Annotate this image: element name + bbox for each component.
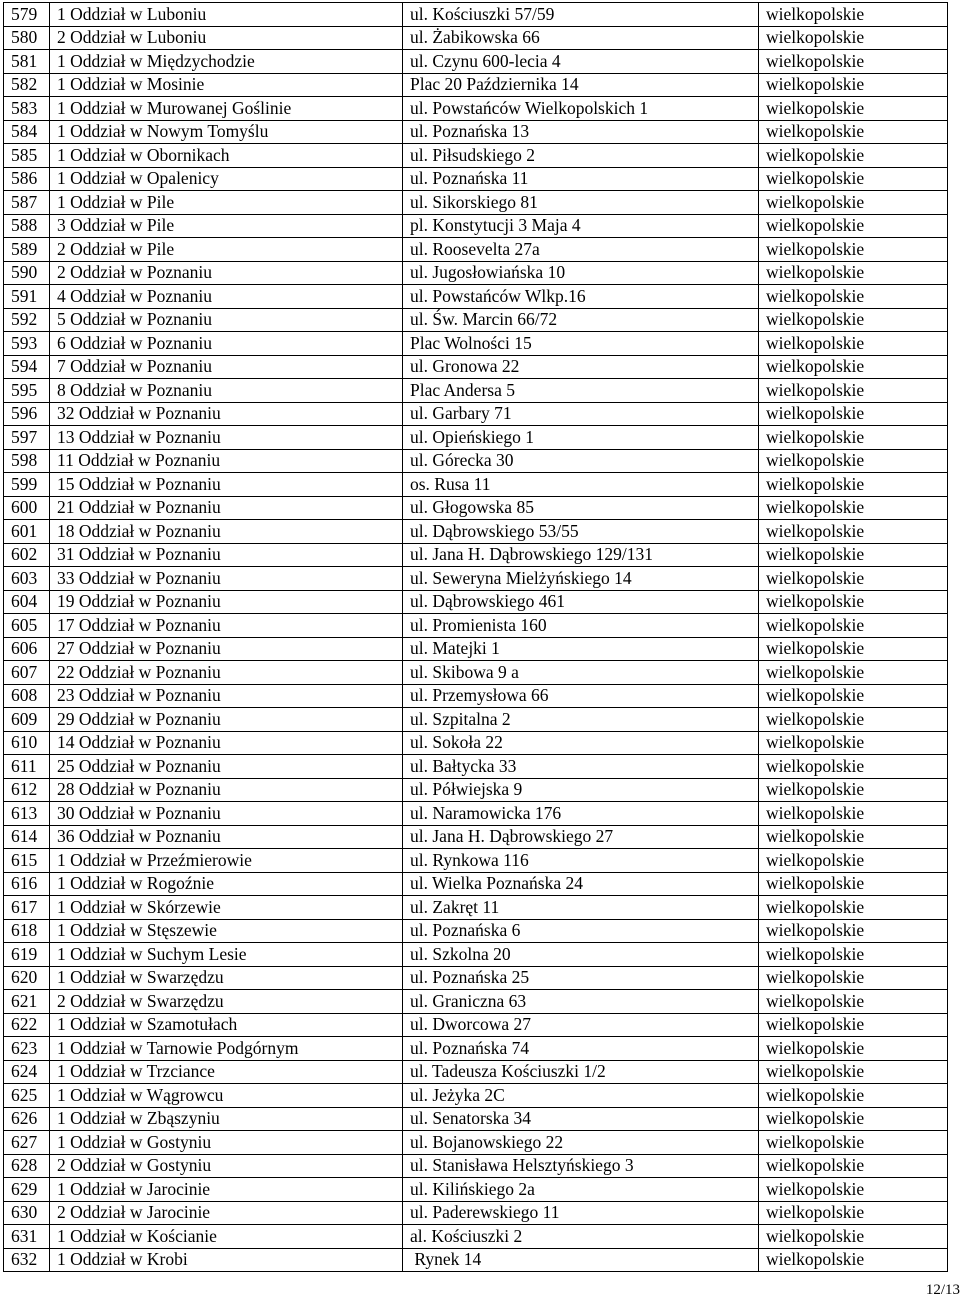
address-cell: ul. Naramowicka 176	[403, 802, 759, 826]
branch-table-body	[4, 3, 948, 1272]
row-number-cell: 608	[4, 684, 50, 708]
region-cell: wielkopolskie	[759, 778, 948, 802]
branch-name-cell: 1 Oddział w Międzychodzie	[50, 50, 403, 74]
row-number-cell: 628	[4, 1154, 50, 1178]
table-row	[4, 1013, 948, 1037]
branch-name-cell: 1 Oddział w Rogoźnie	[50, 872, 403, 896]
branch-name-cell: 1 Oddział w Mosinie	[50, 73, 403, 97]
address-cell: ul. Żabikowska 66	[403, 26, 759, 50]
branch-name-cell: 1 Oddział w Skórzewie	[50, 896, 403, 920]
table-row	[4, 590, 948, 614]
address-cell: ul. Rynkowa 116	[403, 849, 759, 873]
row-number-cell: 588	[4, 214, 50, 238]
row-number-cell: 607	[4, 661, 50, 685]
row-number-cell: 627	[4, 1131, 50, 1155]
address-cell: ul. Szkolna 20	[403, 943, 759, 967]
branch-name-cell: 1 Oddział w Pile	[50, 191, 403, 215]
address-cell: ul. Opieńskiego 1	[403, 426, 759, 450]
region-cell: wielkopolskie	[759, 1037, 948, 1061]
region-cell: wielkopolskie	[759, 167, 948, 191]
branch-name-cell: 1 Oddział w Tarnowie Podgórnym	[50, 1037, 403, 1061]
table-row	[4, 73, 948, 97]
row-number-cell: 611	[4, 755, 50, 779]
branch-name-cell: 17 Oddział w Poznaniu	[50, 614, 403, 638]
region-cell: wielkopolskie	[759, 520, 948, 544]
region-cell: wielkopolskie	[759, 919, 948, 943]
address-cell: ul. Dworcowa 27	[403, 1013, 759, 1037]
row-number-cell: 631	[4, 1225, 50, 1249]
table-row	[4, 778, 948, 802]
branch-name-cell: 2 Oddział w Jarocinie	[50, 1201, 403, 1225]
table-row	[4, 97, 948, 121]
region-cell: wielkopolskie	[759, 120, 948, 144]
table-row	[4, 849, 948, 873]
address-cell: ul. Seweryna Mielżyńskiego 14	[403, 567, 759, 591]
branch-name-cell: 21 Oddział w Poznaniu	[50, 496, 403, 520]
table-row	[4, 1084, 948, 1108]
table-row	[4, 966, 948, 990]
branch-name-cell: 3 Oddział w Pile	[50, 214, 403, 238]
branch-name-cell: 1 Oddział w Suchym Lesie	[50, 943, 403, 967]
row-number-cell: 617	[4, 896, 50, 920]
region-cell: wielkopolskie	[759, 731, 948, 755]
row-number-cell: 598	[4, 449, 50, 473]
table-row	[4, 144, 948, 168]
branch-name-cell: 1 Oddział w Wągrowcu	[50, 1084, 403, 1108]
address-cell: ul. Garbary 71	[403, 402, 759, 426]
region-cell: wielkopolskie	[759, 97, 948, 121]
row-number-cell: 586	[4, 167, 50, 191]
region-cell: wielkopolskie	[759, 355, 948, 379]
region-cell: wielkopolskie	[759, 567, 948, 591]
table-row	[4, 50, 948, 74]
row-number-cell: 618	[4, 919, 50, 943]
branch-name-cell: 15 Oddział w Poznaniu	[50, 473, 403, 497]
row-number-cell: 604	[4, 590, 50, 614]
table-row	[4, 167, 948, 191]
table-row	[4, 496, 948, 520]
address-cell: ul. Kościuszki 57/59	[403, 3, 759, 27]
row-number-cell: 630	[4, 1201, 50, 1225]
branch-name-cell: 2 Oddział w Swarzędzu	[50, 990, 403, 1014]
branch-name-cell: 1 Oddział w Jarocinie	[50, 1178, 403, 1202]
address-cell: ul. Gronowa 22	[403, 355, 759, 379]
branch-name-cell: 7 Oddział w Poznaniu	[50, 355, 403, 379]
region-cell: wielkopolskie	[759, 3, 948, 27]
table-row	[4, 379, 948, 403]
row-number-cell: 582	[4, 73, 50, 97]
region-cell: wielkopolskie	[759, 1225, 948, 1249]
table-row	[4, 943, 948, 967]
region-cell: wielkopolskie	[759, 943, 948, 967]
table-row	[4, 684, 948, 708]
row-number-cell: 603	[4, 567, 50, 591]
address-cell: ul. Jana H. Dąbrowskiego 129/131	[403, 543, 759, 567]
row-number-cell: 616	[4, 872, 50, 896]
row-number-cell: 585	[4, 144, 50, 168]
region-cell: wielkopolskie	[759, 1178, 948, 1202]
branch-name-cell: 6 Oddział w Poznaniu	[50, 332, 403, 356]
address-cell: Rynek 14	[403, 1248, 759, 1272]
address-cell: ul. Powstańców Wlkp.16	[403, 285, 759, 309]
region-cell: wielkopolskie	[759, 144, 948, 168]
address-cell: pl. Konstytucji 3 Maja 4	[403, 214, 759, 238]
address-cell: ul. Skibowa 9 a	[403, 661, 759, 685]
branch-name-cell: 32 Oddział w Poznaniu	[50, 402, 403, 426]
row-number-cell: 629	[4, 1178, 50, 1202]
row-number-cell: 621	[4, 990, 50, 1014]
row-number-cell: 626	[4, 1107, 50, 1131]
row-number-cell: 609	[4, 708, 50, 732]
branch-name-cell: 19 Oddział w Poznaniu	[50, 590, 403, 614]
table-row	[4, 637, 948, 661]
address-cell: ul. Bojanowskiego 22	[403, 1131, 759, 1155]
row-number-cell: 624	[4, 1060, 50, 1084]
branch-name-cell: 27 Oddział w Poznaniu	[50, 637, 403, 661]
branch-name-cell: 1 Oddział w Stęszewie	[50, 919, 403, 943]
region-cell: wielkopolskie	[759, 614, 948, 638]
branch-name-cell: 1 Oddział w Opalenicy	[50, 167, 403, 191]
address-cell: ul. Promienista 160	[403, 614, 759, 638]
row-number-cell: 602	[4, 543, 50, 567]
branch-name-cell: 1 Oddział w Nowym Tomyślu	[50, 120, 403, 144]
region-cell: wielkopolskie	[759, 261, 948, 285]
address-cell: ul. Jugosłowiańska 10	[403, 261, 759, 285]
address-cell: Plac Wolności 15	[403, 332, 759, 356]
region-cell: wielkopolskie	[759, 966, 948, 990]
address-cell: ul. Szpitalna 2	[403, 708, 759, 732]
address-cell: ul. Stanisława Helsztyńskiego 3	[403, 1154, 759, 1178]
address-cell: ul. Jana H. Dąbrowskiego 27	[403, 825, 759, 849]
address-cell: ul. Jeżyka 2C	[403, 1084, 759, 1108]
row-number-cell: 583	[4, 97, 50, 121]
region-cell: wielkopolskie	[759, 1013, 948, 1037]
table-row	[4, 614, 948, 638]
branch-name-cell: 13 Oddział w Poznaniu	[50, 426, 403, 450]
table-row	[4, 285, 948, 309]
region-cell: wielkopolskie	[759, 1154, 948, 1178]
row-number-cell: 601	[4, 520, 50, 544]
region-cell: wielkopolskie	[759, 708, 948, 732]
page-number: 12/13	[925, 1282, 960, 1298]
address-cell: os. Rusa 11	[403, 473, 759, 497]
address-cell: ul. Bałtycka 33	[403, 755, 759, 779]
branch-name-cell: 33 Oddział w Poznaniu	[50, 567, 403, 591]
region-cell: wielkopolskie	[759, 191, 948, 215]
table-row	[4, 332, 948, 356]
address-cell: Plac Andersa 5	[403, 379, 759, 403]
region-cell: wielkopolskie	[759, 802, 948, 826]
region-cell: wielkopolskie	[759, 308, 948, 332]
row-number-cell: 591	[4, 285, 50, 309]
table-row	[4, 990, 948, 1014]
address-cell: ul. Poznańska 25	[403, 966, 759, 990]
table-row	[4, 449, 948, 473]
branch-name-cell: 18 Oddział w Poznaniu	[50, 520, 403, 544]
branch-name-cell: 5 Oddział w Poznaniu	[50, 308, 403, 332]
region-cell: wielkopolskie	[759, 990, 948, 1014]
row-number-cell: 596	[4, 402, 50, 426]
table-row	[4, 872, 948, 896]
branch-name-cell: 8 Oddział w Poznaniu	[50, 379, 403, 403]
region-cell: wielkopolskie	[759, 1248, 948, 1272]
row-number-cell: 594	[4, 355, 50, 379]
table-row	[4, 708, 948, 732]
region-cell: wielkopolskie	[759, 872, 948, 896]
address-cell: ul. Zakręt 11	[403, 896, 759, 920]
branch-name-cell: 11 Oddział w Poznaniu	[50, 449, 403, 473]
table-row	[4, 26, 948, 50]
address-cell: ul. Poznańska 74	[403, 1037, 759, 1061]
table-row	[4, 731, 948, 755]
table-row	[4, 261, 948, 285]
address-cell: ul. Piłsudskiego 2	[403, 144, 759, 168]
branch-name-cell: 1 Oddział w Zbąszyniu	[50, 1107, 403, 1131]
address-cell: ul. Czynu 600-lecia 4	[403, 50, 759, 74]
region-cell: wielkopolskie	[759, 496, 948, 520]
branch-name-cell: 1 Oddział w Trzciance	[50, 1060, 403, 1084]
address-cell: ul. Matejki 1	[403, 637, 759, 661]
table-row	[4, 308, 948, 332]
address-cell: ul. Wielka Poznańska 24	[403, 872, 759, 896]
address-cell: ul. Górecka 30	[403, 449, 759, 473]
region-cell: wielkopolskie	[759, 285, 948, 309]
address-cell: ul. Graniczna 63	[403, 990, 759, 1014]
region-cell: wielkopolskie	[759, 825, 948, 849]
row-number-cell: 632	[4, 1248, 50, 1272]
table-row	[4, 214, 948, 238]
address-cell: ul. Paderewskiego 11	[403, 1201, 759, 1225]
table-row	[4, 661, 948, 685]
row-number-cell: 610	[4, 731, 50, 755]
branch-name-cell: 31 Oddział w Poznaniu	[50, 543, 403, 567]
address-cell: ul. Kilińskiego 2a	[403, 1178, 759, 1202]
table-row	[4, 1107, 948, 1131]
table-row	[4, 919, 948, 943]
branch-name-cell: 2 Oddział w Gostyniu	[50, 1154, 403, 1178]
table-row	[4, 825, 948, 849]
region-cell: wielkopolskie	[759, 1201, 948, 1225]
region-cell: wielkopolskie	[759, 590, 948, 614]
region-cell: wielkopolskie	[759, 1107, 948, 1131]
region-cell: wielkopolskie	[759, 473, 948, 497]
row-number-cell: 593	[4, 332, 50, 356]
table-row	[4, 520, 948, 544]
address-cell: ul. Półwiejska 9	[403, 778, 759, 802]
address-cell: ul. Św. Marcin 66/72	[403, 308, 759, 332]
region-cell: wielkopolskie	[759, 543, 948, 567]
region-cell: wielkopolskie	[759, 684, 948, 708]
region-cell: wielkopolskie	[759, 661, 948, 685]
branch-name-cell: 1 Oddział w Szamotułach	[50, 1013, 403, 1037]
region-cell: wielkopolskie	[759, 50, 948, 74]
table-row	[4, 543, 948, 567]
branch-name-cell: 30 Oddział w Poznaniu	[50, 802, 403, 826]
row-number-cell: 592	[4, 308, 50, 332]
branch-name-cell: 28 Oddział w Poznaniu	[50, 778, 403, 802]
row-number-cell: 625	[4, 1084, 50, 1108]
table-row	[4, 1154, 948, 1178]
row-number-cell: 620	[4, 966, 50, 990]
region-cell: wielkopolskie	[759, 214, 948, 238]
row-number-cell: 613	[4, 802, 50, 826]
row-number-cell: 590	[4, 261, 50, 285]
row-number-cell: 597	[4, 426, 50, 450]
row-number-cell: 584	[4, 120, 50, 144]
address-cell: ul. Sikorskiego 81	[403, 191, 759, 215]
address-cell: ul. Głogowska 85	[403, 496, 759, 520]
branch-name-cell: 1 Oddział w Przeźmierowie	[50, 849, 403, 873]
address-cell: Plac 20 Października 14	[403, 73, 759, 97]
table-row	[4, 191, 948, 215]
branch-name-cell: 2 Oddział w Luboniu	[50, 26, 403, 50]
row-number-cell: 587	[4, 191, 50, 215]
row-number-cell: 622	[4, 1013, 50, 1037]
address-cell: ul. Powstańców Wielkopolskich 1	[403, 97, 759, 121]
row-number-cell: 614	[4, 825, 50, 849]
table-row	[4, 473, 948, 497]
row-number-cell: 619	[4, 943, 50, 967]
branch-name-cell: 25 Oddział w Poznaniu	[50, 755, 403, 779]
table-row	[4, 120, 948, 144]
table-row	[4, 1248, 948, 1272]
address-cell: ul. Poznańska 11	[403, 167, 759, 191]
table-row	[4, 1037, 948, 1061]
table-row	[4, 1178, 948, 1202]
row-number-cell: 579	[4, 3, 50, 27]
branch-name-cell: 4 Oddział w Poznaniu	[50, 285, 403, 309]
table-row	[4, 1201, 948, 1225]
row-number-cell: 600	[4, 496, 50, 520]
address-cell: ul. Poznańska 13	[403, 120, 759, 144]
region-cell: wielkopolskie	[759, 238, 948, 262]
branch-name-cell: 2 Oddział w Poznaniu	[50, 261, 403, 285]
region-cell: wielkopolskie	[759, 73, 948, 97]
branch-name-cell: 29 Oddział w Poznaniu	[50, 708, 403, 732]
row-number-cell: 623	[4, 1037, 50, 1061]
address-cell: ul. Dąbrowskiego 461	[403, 590, 759, 614]
address-cell: ul. Sokoła 22	[403, 731, 759, 755]
row-number-cell: 595	[4, 379, 50, 403]
branch-table	[3, 2, 948, 1272]
region-cell: wielkopolskie	[759, 332, 948, 356]
branch-name-cell: 1 Oddział w Swarzędzu	[50, 966, 403, 990]
region-cell: wielkopolskie	[759, 896, 948, 920]
table-row	[4, 426, 948, 450]
table-row	[4, 1225, 948, 1249]
branch-name-cell: 2 Oddział w Pile	[50, 238, 403, 262]
region-cell: wielkopolskie	[759, 379, 948, 403]
branch-name-cell: 1 Oddział w Luboniu	[50, 3, 403, 27]
table-row	[4, 355, 948, 379]
branch-name-cell: 23 Oddział w Poznaniu	[50, 684, 403, 708]
region-cell: wielkopolskie	[759, 755, 948, 779]
row-number-cell: 615	[4, 849, 50, 873]
branch-name-cell: 1 Oddział w Murowanej Goślinie	[50, 97, 403, 121]
region-cell: wielkopolskie	[759, 402, 948, 426]
address-cell: ul. Przemysłowa 66	[403, 684, 759, 708]
address-cell: ul. Senatorska 34	[403, 1107, 759, 1131]
table-row	[4, 238, 948, 262]
table-row	[4, 402, 948, 426]
branch-name-cell: 14 Oddział w Poznaniu	[50, 731, 403, 755]
table-row	[4, 755, 948, 779]
region-cell: wielkopolskie	[759, 637, 948, 661]
row-number-cell: 599	[4, 473, 50, 497]
branch-name-cell: 1 Oddział w Krobi	[50, 1248, 403, 1272]
table-row	[4, 1131, 948, 1155]
branch-name-cell: 22 Oddział w Poznaniu	[50, 661, 403, 685]
region-cell: wielkopolskie	[759, 26, 948, 50]
row-number-cell: 581	[4, 50, 50, 74]
region-cell: wielkopolskie	[759, 1060, 948, 1084]
table-row	[4, 802, 948, 826]
address-cell: al. Kościuszki 2	[403, 1225, 759, 1249]
branch-name-cell: 36 Oddział w Poznaniu	[50, 825, 403, 849]
table-row	[4, 1060, 948, 1084]
region-cell: wielkopolskie	[759, 849, 948, 873]
region-cell: wielkopolskie	[759, 1131, 948, 1155]
row-number-cell: 589	[4, 238, 50, 262]
row-number-cell: 605	[4, 614, 50, 638]
row-number-cell: 580	[4, 26, 50, 50]
address-cell: ul. Tadeusza Kościuszki 1/2	[403, 1060, 759, 1084]
row-number-cell: 612	[4, 778, 50, 802]
row-number-cell: 606	[4, 637, 50, 661]
branch-name-cell: 1 Oddział w Kościanie	[50, 1225, 403, 1249]
region-cell: wielkopolskie	[759, 1084, 948, 1108]
branch-name-cell: 1 Oddział w Obornikach	[50, 144, 403, 168]
region-cell: wielkopolskie	[759, 449, 948, 473]
table-row	[4, 3, 948, 27]
address-cell: ul. Poznańska 6	[403, 919, 759, 943]
address-cell: ul. Roosevelta 27a	[403, 238, 759, 262]
region-cell: wielkopolskie	[759, 426, 948, 450]
branch-name-cell: 1 Oddział w Gostyniu	[50, 1131, 403, 1155]
table-row	[4, 896, 948, 920]
table-row	[4, 567, 948, 591]
address-cell: ul. Dąbrowskiego 53/55	[403, 520, 759, 544]
